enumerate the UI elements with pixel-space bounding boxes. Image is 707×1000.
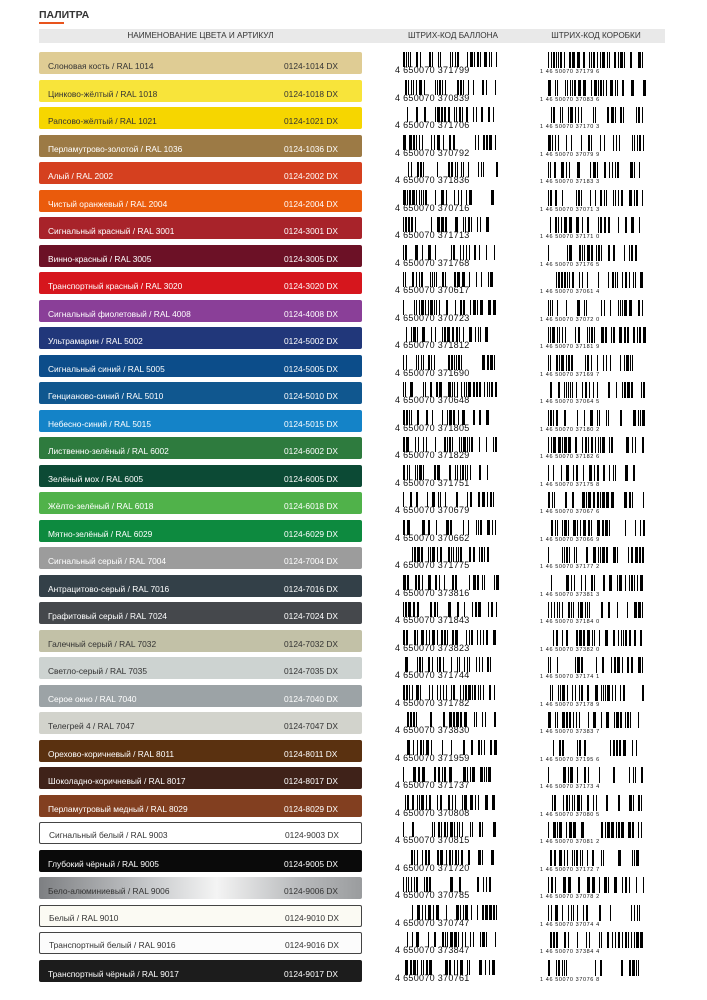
color-name: Цинково-жёлтый / RAL 1018: [48, 88, 158, 99]
box-barcode-number: 1 46 50070 37180 2: [540, 426, 600, 432]
table-row: [0, 382, 707, 410]
bottle-barcode: [395, 850, 499, 872]
bottle-barcode-number: 4 650070 370716: [395, 202, 470, 212]
bottle-barcode: [395, 190, 499, 212]
article-number: 0124-7016 DX: [284, 583, 339, 594]
box-barcode: [540, 822, 646, 844]
box-barcode-number: 1 46 50070 37178 9: [540, 701, 600, 707]
box-barcode: [540, 795, 646, 817]
article-number: 0124-5002 DX: [284, 336, 339, 346]
table-row: [0, 795, 707, 823]
article-number: 0124-8029 DX: [284, 803, 339, 814]
color-name: Бело-алюминиевый / RAL 9006: [48, 886, 170, 896]
color-name: Антрацитово-серый / RAL 7016: [48, 583, 170, 594]
color-name: Зелёный мох / RAL 6005: [48, 473, 144, 484]
color-swatch: [39, 905, 362, 927]
color-swatch: [39, 630, 362, 652]
color-swatch: [39, 410, 362, 432]
box-barcode-number: 1 46 50070 37181 9: [540, 344, 600, 349]
header-bottle-barcode-column: ШТРИХ-КОД БАЛЛОНА: [407, 31, 499, 40]
bottle-barcode-number: 4 650070 371690: [395, 367, 470, 377]
bottle-barcode: [395, 107, 499, 129]
bottle-barcode: [395, 327, 499, 349]
article-number: 0124-3020 DX: [284, 281, 339, 291]
color-swatch: [39, 355, 362, 377]
color-name: Перламутровый медный / RAL 8029: [48, 803, 188, 814]
bottle-barcode: [395, 630, 499, 652]
article-number: 0124-7040 DX: [284, 693, 339, 704]
article-number: 0124-8017 DX: [284, 776, 339, 786]
table-row: [0, 685, 707, 713]
article-number: 0124-9017 DX: [284, 968, 339, 979]
color-name: Шоколадно-коричневый / RAL 8017: [48, 776, 186, 786]
box-barcode: [540, 492, 646, 514]
box-barcode-number: 1 46 50070 37066 9: [540, 536, 600, 542]
color-swatch: [39, 52, 362, 74]
box-barcode-number: 1 46 50070 37170 3: [540, 124, 600, 129]
table-row: [0, 822, 707, 850]
color-swatch: [39, 217, 362, 239]
table-row: [0, 712, 707, 740]
color-swatch: [39, 135, 362, 157]
article-number: 0124-9016 DX: [285, 940, 340, 950]
color-name: Сигнальный красный / RAL 3001: [48, 226, 175, 236]
box-barcode: [540, 410, 646, 432]
bottle-barcode-number: 4 650070 371706: [395, 120, 470, 129]
color-name: Жёлто-зелёный / RAL 6018: [48, 501, 154, 511]
box-barcode: [540, 217, 646, 239]
table-row: [0, 960, 707, 988]
color-name: Рапсово-жёлтый / RAL 1021: [48, 116, 157, 126]
color-swatch: [39, 657, 362, 679]
bottle-barcode-number: 4 650070 371812: [395, 340, 470, 349]
box-barcode: [540, 80, 646, 102]
box-barcode-number: 1 46 50070 37177 2: [540, 564, 600, 569]
box-barcode: [540, 245, 646, 267]
bottle-barcode-number: 4 650070 370808: [395, 807, 470, 817]
bottle-barcode: [395, 162, 499, 184]
box-barcode: [540, 52, 646, 74]
bottle-barcode: [395, 135, 499, 157]
bottle-barcode-number: 4 650070 370723: [395, 312, 470, 322]
color-swatch: [39, 960, 362, 982]
table-row: [0, 740, 707, 768]
color-swatch: [39, 795, 362, 817]
bottle-barcode-number: 4 650070 371799: [395, 65, 470, 74]
box-barcode-number: 1 46 50070 37076 8: [540, 976, 600, 982]
bottle-barcode: [395, 492, 499, 514]
color-name: Серое окно / RAL 7040: [48, 693, 137, 704]
bottle-barcode: [395, 382, 499, 404]
box-barcode: [540, 272, 646, 294]
box-barcode: [540, 630, 646, 652]
bottle-barcode: [395, 712, 499, 734]
bottle-barcode: [395, 465, 499, 487]
bottle-barcode-number: 4 650070 370761: [395, 972, 470, 982]
table-row: [0, 547, 707, 575]
article-number: 0124-2004 DX: [284, 198, 339, 209]
table-row: [0, 520, 707, 548]
bottle-barcode-number: 4 650070 371713: [395, 230, 470, 239]
box-barcode: [540, 932, 646, 954]
table-row: [0, 272, 707, 300]
box-barcode-number: 1 46 50070 37173 4: [540, 784, 600, 789]
table-row: [0, 877, 707, 905]
article-number: 0124-1036 DX: [284, 143, 339, 154]
box-barcode: [540, 685, 646, 707]
color-swatch: [39, 712, 362, 734]
table-row: [0, 437, 707, 465]
box-barcode-number: 1 46 50070 37183 3: [540, 179, 600, 184]
box-barcode: [540, 712, 646, 734]
box-barcode-number: 1 46 50070 37071 3: [540, 206, 600, 212]
bottle-barcode-number: 4 650070 371843: [395, 615, 470, 624]
bottle-barcode-number: 4 650070 371782: [395, 697, 470, 707]
article-number: 0124-7047 DX: [284, 721, 339, 731]
color-swatch: [39, 602, 362, 624]
color-name: Сигнальный синий / RAL 5005: [48, 363, 165, 374]
box-barcode: [540, 767, 646, 789]
table-row: [0, 657, 707, 685]
bottle-barcode: [395, 80, 499, 102]
color-swatch: [39, 382, 362, 404]
bottle-barcode-number: 4 650070 371775: [395, 560, 470, 569]
color-name: Белый / RAL 9010: [49, 912, 119, 923]
box-barcode-number: 1 46 50070 37074 4: [540, 921, 600, 927]
bottle-barcode: [395, 520, 499, 542]
box-barcode: [540, 960, 646, 982]
bottle-barcode-number: 4 650070 370785: [395, 890, 470, 899]
bottle-barcode-number: 4 650070 370792: [395, 147, 470, 157]
bottle-barcode: [395, 410, 499, 432]
bottle-barcode: [395, 795, 499, 817]
color-swatch: [39, 465, 362, 487]
box-barcode-number: 1 46 50070 37175 8: [540, 481, 600, 487]
table-row: [0, 602, 707, 630]
box-barcode: [540, 850, 646, 872]
bottle-barcode-number: 4 650070 373816: [395, 587, 470, 597]
table-row: [0, 80, 707, 108]
color-name: Винно-красный / RAL 3005: [48, 253, 152, 264]
box-barcode: [540, 327, 646, 349]
bottle-barcode: [395, 300, 499, 322]
article-number: 0124-9005 DX: [284, 858, 339, 869]
color-swatch: [39, 822, 362, 844]
color-name: Чистый оранжевый / RAL 2004: [48, 198, 168, 209]
box-barcode: [540, 162, 646, 184]
title-underline: [39, 22, 64, 24]
color-name: Слоновая кость / RAL 1014: [48, 61, 154, 71]
table-row: [0, 850, 707, 878]
bottle-barcode-number: 4 650070 371829: [395, 450, 470, 459]
bottle-barcode: [395, 547, 499, 569]
color-swatch: [39, 245, 362, 267]
table-row: [0, 300, 707, 328]
box-barcode: [540, 107, 646, 129]
bottle-barcode: [395, 272, 499, 294]
box-barcode-number: 1 46 50070 37078 2: [540, 894, 600, 899]
bottle-barcode-number: 4 650070 370648: [395, 395, 470, 404]
bottle-barcode-number: 4 650070 373847: [395, 945, 470, 954]
table-row: [0, 767, 707, 795]
table-row: [0, 327, 707, 355]
color-swatch: [39, 520, 362, 542]
box-barcode-number: 1 46 50070 37072 0: [540, 316, 600, 322]
color-name: Транспортный белый / RAL 9016: [49, 940, 176, 950]
table-row: [0, 492, 707, 520]
table-row: [0, 905, 707, 933]
color-swatch: [39, 300, 362, 322]
box-barcode-number: 1 46 50070 37169 7: [540, 371, 600, 377]
table-row: [0, 410, 707, 438]
box-barcode-number: 1 46 50070 37061 4: [540, 289, 600, 294]
bottle-barcode-number: 4 650070 371751: [395, 477, 470, 487]
box-barcode-number: 1 46 50070 37174 1: [540, 674, 600, 679]
box-barcode-number: 1 46 50070 37182 6: [540, 454, 600, 459]
bottle-barcode: [395, 960, 499, 982]
bottle-barcode-number: 4 650070 370747: [395, 917, 470, 927]
article-number: 0124-7035 DX: [284, 666, 339, 676]
color-name: Транспортный красный / RAL 3020: [48, 281, 183, 291]
color-name: Графитовый серый / RAL 7024: [48, 611, 167, 621]
box-barcode-number: 1 46 50070 37176 5: [540, 261, 600, 267]
bottle-barcode: [395, 52, 499, 74]
article-number: 0124-3001 DX: [284, 226, 339, 236]
box-barcode-number: 1 46 50070 37079 9: [540, 151, 600, 157]
color-name: Глубокий чёрный / RAL 9005: [48, 858, 159, 869]
box-barcode: [540, 300, 646, 322]
box-barcode: [540, 547, 646, 569]
bottle-barcode: [395, 245, 499, 267]
header-name-column: НАИМЕНОВАНИЕ ЦВЕТА И АРТИКУЛ: [127, 31, 274, 40]
bottle-barcode-number: 4 650070 371805: [395, 422, 470, 432]
color-name: Мятно-зелёный / RAL 6029: [48, 528, 153, 539]
article-number: 0124-5010 DX: [284, 391, 339, 401]
box-barcode: [540, 355, 646, 377]
color-swatch: [39, 877, 362, 899]
article-number: 0124-4008 DX: [284, 308, 339, 319]
color-swatch: [39, 547, 362, 569]
box-barcode: [540, 465, 646, 487]
box-barcode-number: 1 46 50070 37083 6: [540, 96, 600, 102]
article-number: 0124-6029 DX: [284, 528, 339, 539]
bottle-barcode-number: 4 650070 373830: [395, 725, 470, 734]
box-barcode: [540, 740, 646, 762]
color-swatch: [39, 850, 362, 872]
table-row: [0, 162, 707, 190]
article-number: 0124-1018 DX: [284, 88, 339, 99]
box-barcode-number: 1 46 50070 37172 7: [540, 866, 600, 872]
article-number: 0124-7024 DX: [284, 611, 339, 621]
color-name: Перламутрово-золотой / RAL 1036: [48, 143, 183, 154]
page-title: ПАЛИТРА: [39, 9, 90, 21]
bottle-barcode: [395, 657, 499, 679]
bottle-barcode-number: 4 650070 371768: [395, 257, 470, 267]
color-swatch: [39, 162, 362, 184]
bottle-barcode: [395, 217, 499, 239]
article-number: 0124-9003 DX: [285, 830, 340, 840]
bottle-barcode: [395, 822, 499, 844]
color-swatch: [39, 437, 362, 459]
box-barcode-number: 1 46 50070 37195 6: [540, 756, 600, 762]
color-swatch: [39, 80, 362, 102]
bottle-barcode-number: 4 650070 373823: [395, 642, 470, 652]
article-number: 0124-6018 DX: [284, 501, 339, 511]
bottle-barcode-number: 4 650070 371836: [395, 175, 470, 184]
bottle-barcode-number: 4 650070 370662: [395, 532, 470, 542]
article-number: 0124-7004 DX: [284, 556, 339, 566]
article-number: 0124-3005 DX: [284, 253, 339, 264]
table-row: [0, 245, 707, 273]
bottle-barcode: [395, 437, 499, 459]
color-swatch: [39, 740, 362, 762]
table-row: [0, 932, 707, 960]
bottle-barcode-number: 4 650070 371744: [395, 670, 470, 679]
bottle-barcode-number: 4 650070 371959: [395, 752, 470, 762]
box-barcode: [540, 520, 646, 542]
box-barcode-number: 1 46 50070 37067 6: [540, 509, 600, 514]
color-swatch: [39, 492, 362, 514]
color-name: Транспортный чёрный / RAL 9017: [48, 968, 179, 979]
bottle-barcode: [395, 877, 499, 899]
box-barcode-number: 1 46 50070 37081 2: [540, 839, 600, 844]
box-barcode: [540, 602, 646, 624]
header-box-barcode-column: ШТРИХ-КОД КОРОБКИ: [551, 31, 641, 40]
color-name: Алый / RAL 2002: [48, 171, 114, 181]
article-number: 0124-2002 DX: [284, 171, 339, 181]
bottle-barcode-number: 4 650070 370839: [395, 92, 470, 102]
bottle-barcode: [395, 355, 499, 377]
color-name: Сигнальный серый / RAL 7004: [48, 556, 167, 566]
bottle-barcode: [395, 740, 499, 762]
color-swatch: [39, 272, 362, 294]
color-name: Небесно-синий / RAL 5015: [48, 418, 151, 429]
table-row: [0, 52, 707, 80]
article-number: 0124-9006 DX: [284, 886, 339, 896]
bottle-barcode-number: 4 650070 370815: [395, 835, 470, 844]
color-name: Телегрей 4 / RAL 7047: [48, 721, 135, 731]
box-barcode-number: 1 46 50070 37383 7: [540, 729, 600, 734]
bottle-barcode: [395, 767, 499, 789]
box-barcode: [540, 877, 646, 899]
box-barcode-number: 1 46 50070 37064 5: [540, 399, 600, 404]
color-name: Ультрамарин / RAL 5002: [48, 336, 143, 346]
table-header: [39, 29, 665, 43]
table-row: [0, 135, 707, 163]
article-number: 0124-8011 DX: [284, 748, 338, 759]
bottle-barcode: [395, 932, 499, 954]
color-name: Орехово-коричневый / RAL 8011: [48, 748, 175, 759]
box-barcode-number: 1 46 50070 37179 6: [540, 69, 600, 74]
bottle-barcode-number: 4 650070 371737: [395, 780, 470, 789]
table-row: [0, 355, 707, 383]
box-barcode-number: 1 46 50070 37171 0: [540, 234, 600, 239]
box-barcode: [540, 657, 646, 679]
color-name: Лиственно-зелёный / RAL 6002: [48, 446, 169, 456]
color-name: Сигнальный фиолетовый / RAL 4008: [48, 308, 191, 319]
table-row: [0, 630, 707, 658]
bottle-barcode: [395, 602, 499, 624]
table-row: [0, 575, 707, 603]
article-number: 0124-1014 DX: [284, 61, 339, 71]
color-name: Генцианово-синий / RAL 5010: [48, 391, 164, 401]
box-barcode: [540, 437, 646, 459]
color-name: Сигнальный белый / RAL 9003: [49, 830, 168, 840]
box-barcode: [540, 382, 646, 404]
table-row: [0, 465, 707, 493]
article-number: 0124-6002 DX: [284, 446, 339, 456]
bottle-barcode: [395, 575, 499, 597]
box-barcode-number: 1 46 50070 37384 4: [540, 949, 600, 954]
box-barcode: [540, 190, 646, 212]
color-swatch: [39, 932, 362, 954]
article-number: 0124-6005 DX: [284, 473, 339, 484]
bottle-barcode-number: 4 650070 370617: [395, 285, 470, 294]
box-barcode-number: 1 46 50070 37184 0: [540, 619, 600, 624]
color-swatch: [39, 767, 362, 789]
box-barcode-number: 1 46 50070 37080 5: [540, 811, 600, 817]
box-barcode: [540, 905, 646, 927]
color-swatch: [39, 190, 362, 212]
table-row: [0, 107, 707, 135]
color-name: Галечный серый / RAL 7032: [48, 638, 157, 649]
bottle-barcode-number: 4 650070 371720: [395, 862, 470, 872]
bottle-barcode: [395, 685, 499, 707]
box-barcode: [540, 575, 646, 597]
color-name: Светло-серый / RAL 7035: [48, 666, 147, 676]
color-swatch: [39, 107, 362, 129]
article-number: 0124-7032 DX: [284, 638, 339, 649]
box-barcode-number: 1 46 50070 37382 0: [540, 646, 600, 652]
article-number: 0124-5015 DX: [284, 418, 339, 429]
article-number: 0124-5005 DX: [284, 363, 339, 374]
article-number: 0124-9010 DX: [285, 912, 340, 923]
table-row: [0, 190, 707, 218]
bottle-barcode-number: 4 650070 370679: [395, 505, 470, 514]
color-swatch: [39, 685, 362, 707]
color-swatch: [39, 327, 362, 349]
color-swatch: [39, 575, 362, 597]
article-number: 0124-1021 DX: [284, 116, 339, 126]
table-row: [0, 217, 707, 245]
box-barcode: [540, 135, 646, 157]
bottle-barcode: [395, 905, 499, 927]
box-barcode-number: 1 46 50070 37381 3: [540, 591, 600, 597]
